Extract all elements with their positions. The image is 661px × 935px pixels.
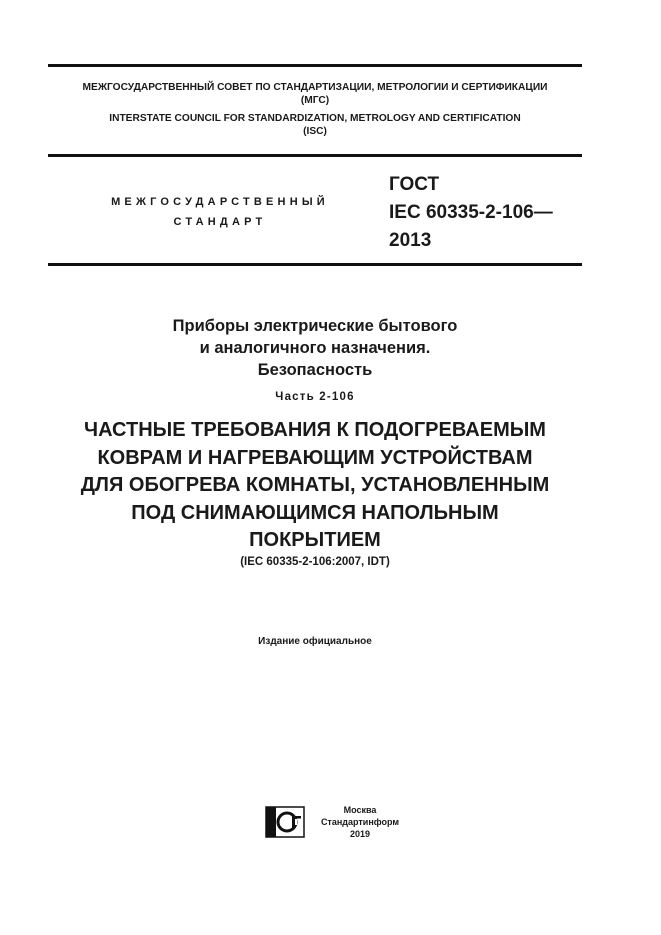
publisher-year: 2019 — [349, 829, 371, 839]
middle-rule — [48, 154, 582, 157]
standard-label-line1: МЕЖГОСУДАРСТВЕННЫЙ — [111, 196, 329, 208]
standartinform-logo-icon — [265, 806, 305, 838]
standard-label — [70, 192, 370, 232]
specific-line1: ЧАСТНЫЕ ТРЕБОВАНИЯ К ПОДОГРЕВАЕМЫМ — [84, 419, 546, 441]
lower-rule — [48, 263, 582, 266]
council-en-name: INTERSTATE COUNCIL FOR STANDARDIZATION, METROLOGY AND CERTIFICATION — [109, 113, 521, 124]
publisher-city: Москва — [343, 805, 377, 815]
council-ru-name: МЕЖГОСУДАРСТВЕННЫЙ СОВЕТ ПО СТАНДАРТИЗАЦИИ, МЕТРОЛОГИИ И СЕРТИФИКАЦИИ — [82, 82, 548, 93]
top-rule — [48, 64, 582, 67]
council-ru — [48, 81, 582, 107]
title-line3: Безопасность — [257, 361, 373, 379]
edition-note: Издание официальное — [258, 636, 372, 647]
council-en-abbr: (ISC) — [303, 126, 327, 137]
iec-reference: (IEC 60335-2-106:2007, IDT) — [240, 556, 390, 568]
publisher-block — [305, 804, 415, 840]
specific-title — [48, 417, 582, 555]
council-en — [48, 112, 582, 138]
council-ru-abbr: (МГС) — [300, 95, 330, 106]
title-line1: Приборы электрические бытового — [172, 317, 458, 335]
specific-line2: КОВРАМ И НАГРЕВАЮЩИМ УСТРОЙСТВАМ — [97, 446, 533, 469]
gost-line3: 2013 — [389, 230, 432, 251]
title-line2: и аналогичного назначения. — [199, 339, 431, 357]
specific-line5: ПОКРЫТИЕМ — [249, 529, 381, 551]
document-title — [48, 315, 582, 381]
gost-designation — [389, 171, 553, 255]
specific-line3: ДЛЯ ОБОГРЕВА КОМНАТЫ, УСТАНОВЛЕННЫМ — [80, 474, 550, 496]
publisher-name: Стандартинформ — [320, 817, 400, 827]
part-number: Часть 2-106 — [275, 391, 355, 403]
gost-line2: IEC 60335-2-106— — [389, 202, 553, 223]
gost-line1: ГОСТ — [389, 174, 440, 195]
standard-label-line2: СТАНДАРТ — [173, 216, 267, 228]
specific-line4: ПОД СНИМАЮЩИМСЯ НАПОЛЬНЫМ — [131, 501, 499, 524]
